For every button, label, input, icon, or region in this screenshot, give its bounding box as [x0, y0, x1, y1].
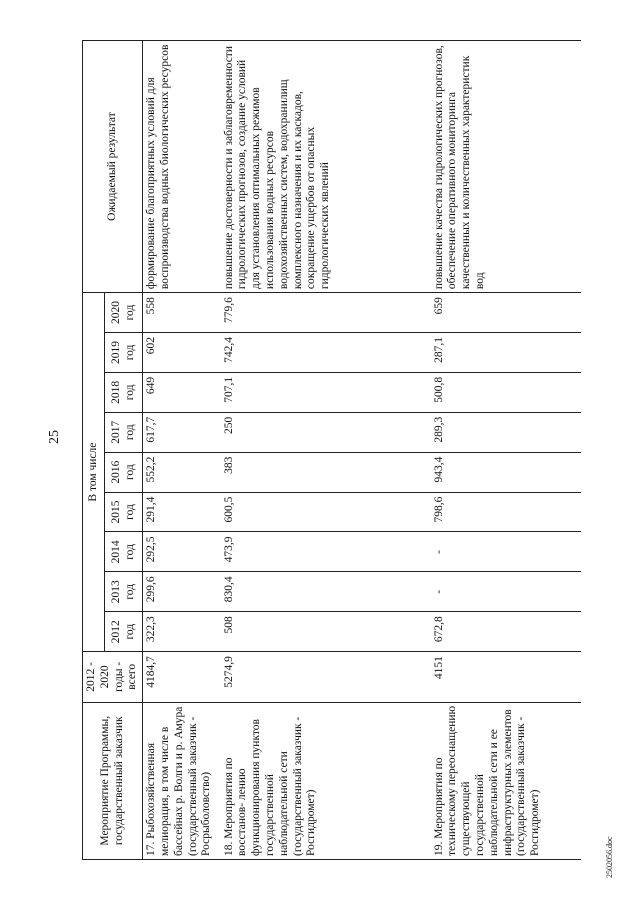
- year-value: 552,2: [143, 452, 221, 492]
- header-year: 2020 год: [105, 293, 143, 333]
- year-value: 322,3: [143, 612, 221, 652]
- year-value: 617,7: [143, 412, 221, 452]
- year-value: 649: [143, 372, 221, 412]
- year-value: 707,1: [221, 372, 431, 412]
- year-value: 600,5: [221, 492, 431, 532]
- total-cell: 4184,7: [143, 652, 221, 702]
- measure-cell: [143, 702, 221, 859]
- measure-text: Мероприятия по восстанов- лению функционирования пунктов государственной наблюдательной сети (государственный заказчик - Росгидромет): [222, 716, 318, 856]
- year-value: 602: [143, 333, 221, 373]
- year-value: -: [431, 532, 581, 572]
- year-value: 659: [431, 293, 581, 333]
- header-year: 2015 год: [105, 492, 143, 532]
- header-year: 2014 год: [105, 532, 143, 572]
- year-value: 299,6: [143, 572, 221, 612]
- measure-cell: [221, 702, 431, 859]
- header-year: 2017 год: [105, 412, 143, 452]
- header-measure: Мероприятие Программы, государственный заказчик: [83, 702, 143, 859]
- rotated-table-wrapper: [82, 40, 607, 860]
- row-number: 18.: [222, 841, 235, 856]
- table-body: [143, 41, 581, 860]
- year-value: 672,8: [431, 612, 581, 652]
- year-value: 779,6: [221, 293, 431, 333]
- table-row: [221, 41, 431, 860]
- header-total: 2012 - 2020 годы - всего: [83, 652, 143, 702]
- year-value: 798,6: [431, 492, 581, 532]
- year-value: 508: [221, 612, 431, 652]
- row-number: 17.: [145, 841, 158, 856]
- table-row: [431, 41, 581, 860]
- header-year: 2016 год: [105, 452, 143, 492]
- year-value: 558: [143, 293, 221, 333]
- measure-text: Мероприятия по техническому переоснащению существующей государственной наблюдательной сети и ее инфраструктурных элементов (государственный заказчик - Росгидромет): [432, 705, 542, 856]
- result-cell: повышение достоверности и заблаговременности гидрологических прогнозов, создание условий для установления оптимальных режимов использования водных ресурсов водохозяйственных систем, водохранилищ комплексного назначения и их каскадов, сокращение ущербов от опасных гидрологических явлений: [221, 41, 431, 293]
- measure-cell: [431, 702, 581, 859]
- header-year: 2018 год: [105, 372, 143, 412]
- year-value: 383: [221, 452, 431, 492]
- table-row: [143, 41, 221, 860]
- header-year: 2013 год: [105, 572, 143, 612]
- year-value: 473,9: [221, 532, 431, 572]
- total-cell: 5274,9: [221, 652, 431, 702]
- year-value: 292,5: [143, 532, 221, 572]
- row-number: 19.: [432, 841, 445, 856]
- year-value: 830,4: [221, 572, 431, 612]
- year-value: -: [431, 572, 581, 612]
- header-year: 2012 год: [105, 612, 143, 652]
- year-value: 250: [221, 412, 431, 452]
- measure-text: Рыбохозяйственная мелиорация, в том числе в бассейнах р. Волги и р. Амура (государственный заказчик - Росрыболовство): [145, 706, 213, 856]
- header-result: Ожидаемый результат: [83, 41, 143, 293]
- header-year: 2019 год: [105, 333, 143, 373]
- result-cell: формирование благоприятных условий для воспроизводства водных биологических ресурсов: [143, 41, 221, 293]
- program-measures-table: [82, 40, 581, 860]
- document-id: 2502056.doc: [605, 836, 614, 878]
- page-number: 25: [47, 430, 62, 444]
- header-including: В том числе: [83, 293, 105, 652]
- year-value: 287,1: [431, 333, 581, 373]
- year-value: 500,8: [431, 372, 581, 412]
- year-value: 742,4: [221, 333, 431, 373]
- total-cell: 4151: [431, 652, 581, 702]
- year-value: 943,4: [431, 452, 581, 492]
- result-cell: повышение качества гидрологических прогнозов, обеспечение оперативного мониторинга качественных и количественных характеристик вод: [431, 41, 581, 293]
- year-value: 291,4: [143, 492, 221, 532]
- year-value: 289,3: [431, 412, 581, 452]
